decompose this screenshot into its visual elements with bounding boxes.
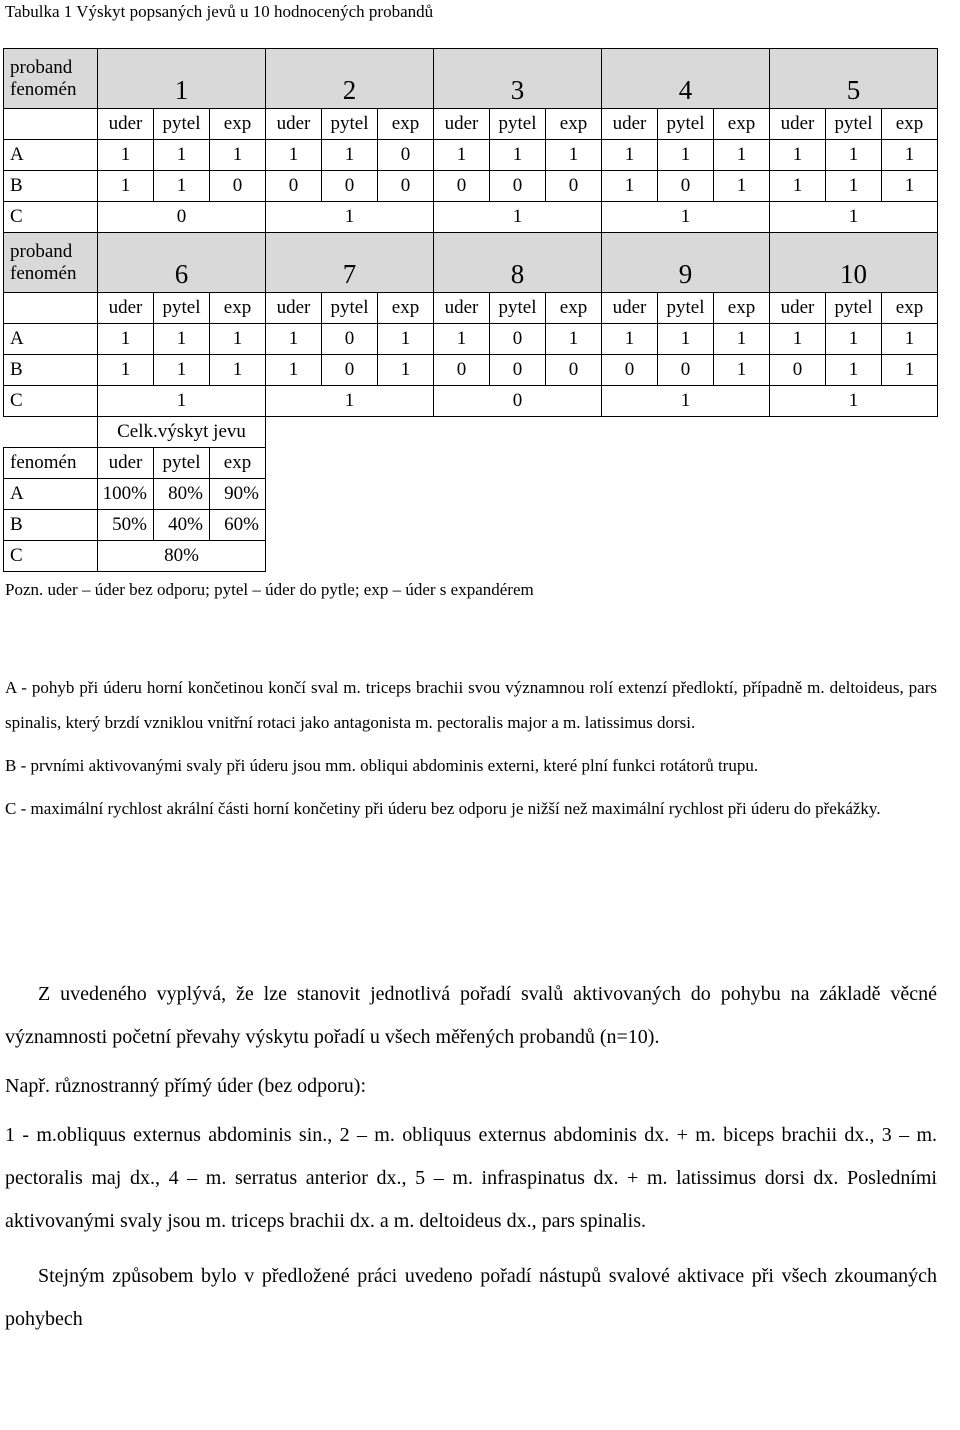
- proband-header-row: [4, 233, 938, 293]
- value-cell: 1: [266, 355, 322, 386]
- value-cell: 1: [882, 324, 938, 355]
- column-header: uder: [602, 109, 658, 140]
- column-header: pytel: [154, 448, 210, 479]
- column-header: pytel: [658, 109, 714, 140]
- row-label: C: [4, 541, 98, 572]
- table-row: [4, 386, 938, 417]
- column-header: uder: [770, 293, 826, 324]
- row-label: A: [4, 479, 98, 510]
- column-header: exp: [210, 293, 266, 324]
- column-header: exp: [714, 109, 770, 140]
- summary-value: 40%: [154, 510, 210, 541]
- value-cell: 1: [770, 202, 938, 233]
- table-row: [4, 140, 938, 171]
- summary-title: Celk.výskyt jevu: [98, 417, 266, 448]
- value-cell: 0: [602, 355, 658, 386]
- value-cell: 0: [98, 202, 266, 233]
- proband-number: 10: [770, 233, 938, 293]
- summary-row: [4, 510, 938, 541]
- column-header: exp: [378, 293, 434, 324]
- table-row: [4, 355, 938, 386]
- fenomen-label: fenomén: [4, 448, 98, 479]
- summary-title-row: [4, 417, 938, 448]
- value-cell: 1: [602, 171, 658, 202]
- value-cell: 1: [770, 171, 826, 202]
- proband-number: 7: [266, 233, 434, 293]
- column-header: uder: [266, 109, 322, 140]
- value-cell: 1: [882, 140, 938, 171]
- value-cell: 1: [98, 386, 266, 417]
- body-text: [5, 973, 937, 1341]
- value-cell: 0: [490, 171, 546, 202]
- legend-b: B - prvními aktivovanými svaly při úderu jsou mm. obliqui abdominis externi, které plní funkci rotátorů trupu.: [5, 756, 759, 775]
- summary-value: 60%: [210, 510, 266, 541]
- value-cell: 1: [378, 324, 434, 355]
- value-cell: 1: [826, 355, 882, 386]
- value-cell: 1: [714, 171, 770, 202]
- value-cell: 1: [714, 140, 770, 171]
- summary-value: 90%: [210, 479, 266, 510]
- value-cell: 1: [770, 324, 826, 355]
- value-cell: 1: [602, 202, 770, 233]
- value-cell: 0: [210, 171, 266, 202]
- legend-a: A - pohyb při úderu horní končetinou končí sval m. triceps brachii svou významnou rolí extenzí předloktí, případně m. deltoideus, pars spinalis, který brzdí vzniklou vnitřní rotaci jako antagonista m. pectoralis major a m. latissimus dorsi.: [5, 678, 937, 732]
- value-cell: 0: [546, 355, 602, 386]
- subheader-row: [4, 109, 938, 140]
- proband-number: 4: [602, 49, 770, 109]
- row-label: C: [4, 202, 98, 233]
- value-cell: 1: [658, 324, 714, 355]
- data-table: [3, 48, 938, 572]
- value-cell: 1: [154, 324, 210, 355]
- value-cell: 1: [826, 140, 882, 171]
- value-cell: 0: [490, 324, 546, 355]
- column-header: uder: [98, 293, 154, 324]
- value-cell: 1: [434, 140, 490, 171]
- column-header: pytel: [154, 109, 210, 140]
- row-label-cell: [4, 49, 98, 109]
- value-cell: 0: [434, 171, 490, 202]
- value-cell: 1: [434, 324, 490, 355]
- value-cell: 1: [602, 324, 658, 355]
- value-cell: 1: [434, 202, 602, 233]
- proband-number: 9: [602, 233, 770, 293]
- summary-value: 80%: [154, 479, 210, 510]
- column-header: uder: [602, 293, 658, 324]
- subheader-row: [4, 293, 938, 324]
- proband-label: proband: [10, 56, 73, 78]
- value-cell: 0: [378, 140, 434, 171]
- value-cell: 1: [322, 140, 378, 171]
- value-cell: 1: [882, 355, 938, 386]
- column-header: pytel: [490, 293, 546, 324]
- value-cell: 1: [826, 171, 882, 202]
- value-cell: 1: [770, 140, 826, 171]
- value-cell: 1: [602, 386, 770, 417]
- column-header: uder: [434, 293, 490, 324]
- column-header: pytel: [322, 293, 378, 324]
- column-header: uder: [98, 109, 154, 140]
- value-cell: 0: [322, 171, 378, 202]
- row-label: B: [4, 355, 98, 386]
- column-header: exp: [546, 109, 602, 140]
- row-label: C: [4, 386, 98, 417]
- column-header: exp: [882, 293, 938, 324]
- proband-number: 3: [434, 49, 602, 109]
- value-cell: 0: [658, 355, 714, 386]
- summary-header-row: [4, 448, 938, 479]
- value-cell: 0: [322, 355, 378, 386]
- value-cell: 1: [98, 171, 154, 202]
- proband-label: proband: [10, 240, 73, 262]
- column-header: uder: [434, 109, 490, 140]
- value-cell: 1: [154, 171, 210, 202]
- value-cell: 0: [490, 355, 546, 386]
- value-cell: 0: [770, 355, 826, 386]
- table-note: Pozn. uder – úder bez odporu; pytel – úder do pytle; exp – úder s expandérem: [5, 580, 534, 599]
- value-cell: 1: [210, 140, 266, 171]
- value-cell: 1: [266, 140, 322, 171]
- proband-number: 5: [770, 49, 938, 109]
- value-cell: 1: [770, 386, 938, 417]
- paragraph-conclusion: Z uvedeného vyplývá, že lze stanovit jednotlivá pořadí svalů aktivovaných do pohybu na základě věcné významnosti početní převahy výskytu pořadí u všech měřených probandů (n=10).: [5, 983, 937, 1048]
- table-row: [4, 171, 938, 202]
- paragraph-example-title: Např. různostranný přímý úder (bez odporu):: [5, 1075, 366, 1097]
- legend-c: C - maximální rychlost akrální části horní končetiny při úderu bez odporu je nižší než maximální rychlost při úderu do překážky.: [5, 799, 881, 818]
- value-cell: 0: [434, 386, 602, 417]
- value-cell: 1: [98, 324, 154, 355]
- value-cell: 1: [154, 140, 210, 171]
- value-cell: 0: [378, 171, 434, 202]
- summary-row: [4, 541, 938, 572]
- table-row: [4, 202, 938, 233]
- value-cell: 0: [546, 171, 602, 202]
- value-cell: 1: [826, 324, 882, 355]
- value-cell: 1: [154, 355, 210, 386]
- value-cell: 0: [434, 355, 490, 386]
- proband-number: 8: [434, 233, 602, 293]
- proband-number: 2: [266, 49, 434, 109]
- column-header: exp: [882, 109, 938, 140]
- fenomen-label: fenomén: [10, 262, 77, 284]
- value-cell: 1: [602, 140, 658, 171]
- value-cell: 1: [98, 140, 154, 171]
- empty-cell: [4, 109, 98, 140]
- value-cell: 0: [322, 324, 378, 355]
- proband-number: 1: [98, 49, 266, 109]
- column-header: pytel: [490, 109, 546, 140]
- column-header: exp: [714, 293, 770, 324]
- column-header: exp: [210, 109, 266, 140]
- paragraph-method: Stejným způsobem bylo v předložené práci uvedeno pořadí nástupů svalové aktivace při všech zkoumaných pohybech: [5, 1265, 937, 1330]
- column-header: pytel: [658, 293, 714, 324]
- summary-value: 80%: [98, 541, 266, 572]
- legend: [5, 670, 937, 826]
- value-cell: 1: [98, 355, 154, 386]
- value-cell: 1: [490, 140, 546, 171]
- value-cell: 1: [546, 140, 602, 171]
- blank-cell: [4, 417, 98, 448]
- value-cell: 1: [714, 355, 770, 386]
- fenomen-label: fenomén: [10, 78, 77, 100]
- value-cell: 0: [266, 171, 322, 202]
- value-cell: 1: [658, 140, 714, 171]
- value-cell: 1: [266, 202, 434, 233]
- column-header: uder: [266, 293, 322, 324]
- row-label: B: [4, 171, 98, 202]
- value-cell: 1: [378, 355, 434, 386]
- proband-number: 6: [98, 233, 266, 293]
- value-cell: 1: [266, 324, 322, 355]
- column-header: pytel: [322, 109, 378, 140]
- column-header: uder: [98, 448, 154, 479]
- column-header: uder: [770, 109, 826, 140]
- value-cell: 1: [210, 324, 266, 355]
- summary-row: [4, 479, 938, 510]
- row-label: B: [4, 510, 98, 541]
- empty-cell: [4, 293, 98, 324]
- value-cell: 1: [882, 171, 938, 202]
- column-header: exp: [378, 109, 434, 140]
- row-label-cell: [4, 233, 98, 293]
- value-cell: 1: [546, 324, 602, 355]
- table-row: [4, 324, 938, 355]
- value-cell: 0: [658, 171, 714, 202]
- row-label: A: [4, 140, 98, 171]
- value-cell: 1: [210, 355, 266, 386]
- proband-header-row: [4, 49, 938, 109]
- column-header: exp: [210, 448, 266, 479]
- row-label: A: [4, 324, 98, 355]
- column-header: pytel: [826, 109, 882, 140]
- paragraph-muscle-order: 1 - m.obliquus externus abdominis sin., 2 – m. obliquus externus abdominis dx. + m. biceps brachii dx., 3 – m. pectoralis maj dx., 4 – m. serratus anterior dx., 5 – m. infraspinatus dx. + m. latissimus dorsi dx. Posledními aktivovanými svaly jsou m. triceps brachii dx. a m. deltoideus dx., pars spinalis.: [5, 1124, 937, 1232]
- value-cell: 1: [714, 324, 770, 355]
- column-header: exp: [546, 293, 602, 324]
- summary-value: 50%: [98, 510, 154, 541]
- column-header: pytel: [154, 293, 210, 324]
- value-cell: 1: [266, 386, 434, 417]
- summary-value: 100%: [98, 479, 154, 510]
- column-header: pytel: [826, 293, 882, 324]
- table-caption: Tabulka 1 Výskyt popsaných jevů u 10 hodnocených probandů: [5, 2, 434, 21]
